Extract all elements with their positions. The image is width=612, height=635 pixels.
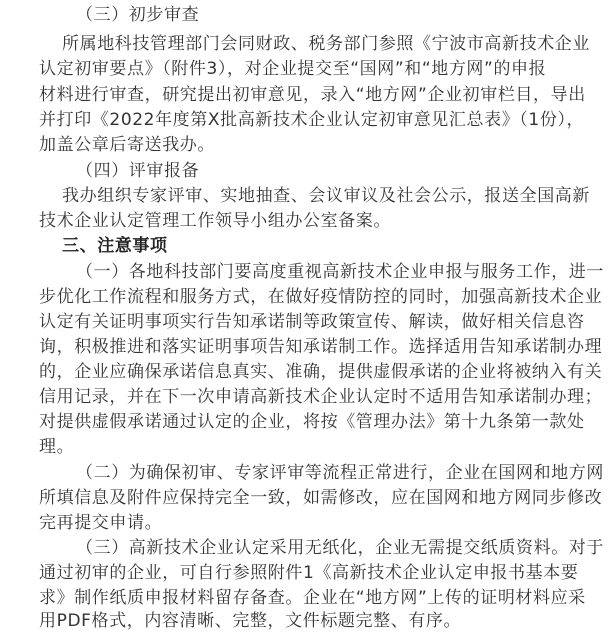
paragraph-line: 技术企业认定管理工作领导小组办公室备案。 xyxy=(39,211,391,231)
paragraph-line: 步优化工作流程和服务方式，在做好疫情防控的同时，加强高新技术企业 xyxy=(39,287,603,307)
paragraph-line: （一）各地科技部门要高度重视高新技术企业申报与服务工作，进一 xyxy=(76,262,604,282)
paragraph-line: 通过初审的企业，可自行参照附件1《高新技术企业认定申报书基本要 xyxy=(39,563,579,583)
paragraph-line: 求》制作纸质申报材料留存备查。企业在“地方网”上传的证明材料应采 xyxy=(39,588,586,608)
paragraph-line: 所填信息及附件应保持完全一致，如需修改，应在国网和地方网同步修改 xyxy=(39,488,603,508)
paragraph-line: 用PDF格式，内容清晰、完整，文件标题完整、有序。 xyxy=(39,611,462,631)
paragraph-line: 的，企业应确保承诺信息真实、准确，提供虚假承诺的企业将被纳入有关 xyxy=(39,362,603,382)
paragraph-line: 并打印《2022年度第X批高新技术企业认定初审意见汇总表》（1份）， xyxy=(39,110,585,130)
subheading-review-filing: （四）评审报备 xyxy=(76,161,200,181)
section-heading-notes: 三、注意事项 xyxy=(62,236,168,256)
paragraph-line: 所属地科技管理部门会同财政、税务部门参照《宁波市高新技术企业 xyxy=(62,34,590,54)
paragraph-line: 对提供虚假承诺通过认定的企业，将按《管理办法》第十九条第一款处 xyxy=(39,412,585,432)
paragraph-line: 认定有关证明事项实行告知承诺制等政策宣传、解读，做好相关信息咨 xyxy=(39,312,585,332)
paragraph-line: 我办组织专家评审、实地抽查、会议审议及社会公示，报送全国高新 xyxy=(62,186,590,206)
paragraph-line: 完再提交申请。 xyxy=(39,513,163,533)
paragraph-line: 信用记录，并在下一次申请高新技术企业认定时不适用告知承诺制办理； xyxy=(39,387,603,407)
paragraph-line: 理。 xyxy=(39,437,75,457)
paragraph-line: 加盖公章后寄送我办。 xyxy=(39,135,215,155)
paragraph-line: 认定初审要点》（附件3），对企业提交至“国网”和“地方网”的申报 xyxy=(39,59,547,79)
paragraph-line: （二）为确保初审、专家评审等流程正常进行，企业在国网和地方网 xyxy=(76,463,604,483)
paragraph-line: 材料进行审查，研究提出初审意见，录入“地方网”企业初审栏目，导出 xyxy=(39,85,586,105)
paragraph-line: 询，积极推进和落实证明事项告知承诺制工作。选择适用告知承诺制办理 xyxy=(39,337,603,357)
subheading-preliminary-review: （三）初步审查 xyxy=(76,5,200,25)
paragraph-line: （三）高新技术企业认定采用无纸化，企业无需提交纸质资料。对于 xyxy=(76,538,604,558)
